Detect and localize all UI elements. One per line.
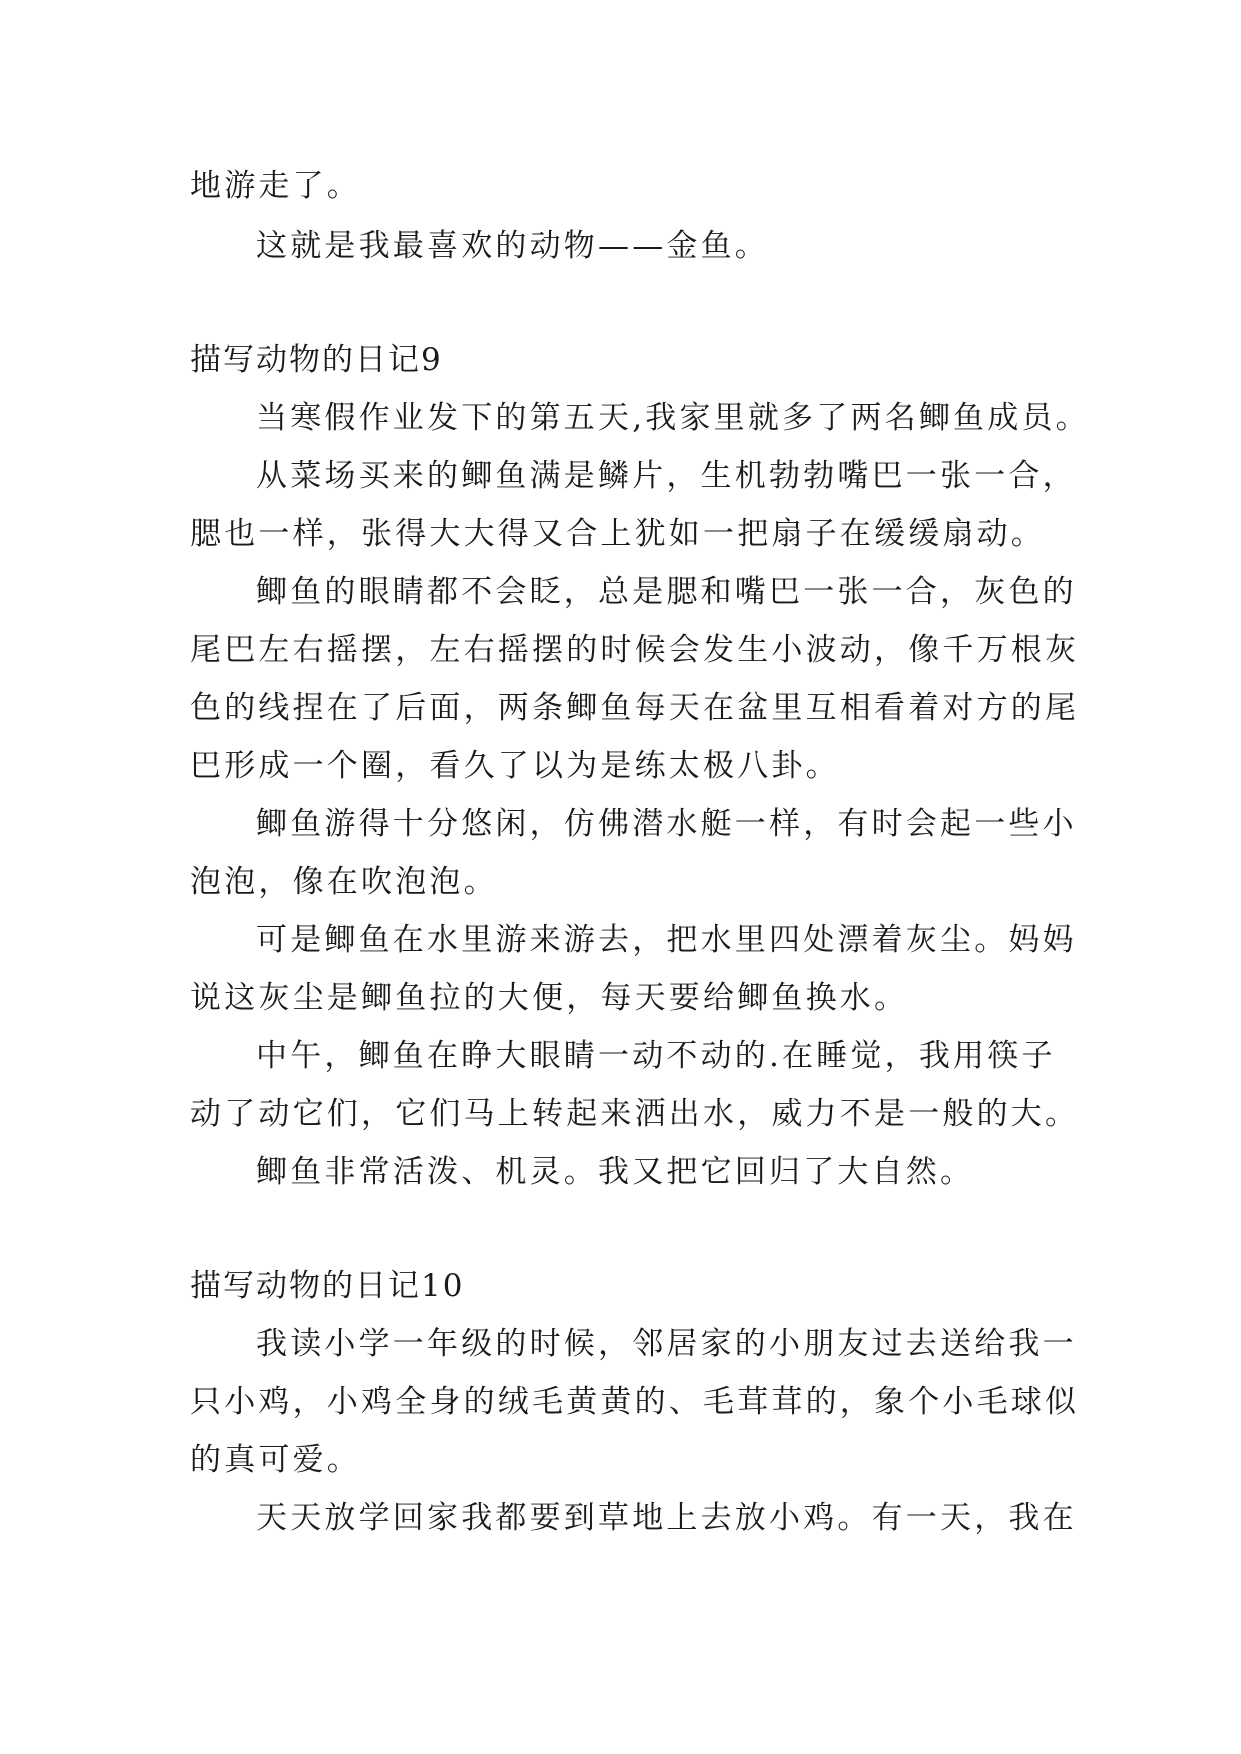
paragraph-line: 色的线捏在了后面，两条鲫鱼每天在盆里互相看着对方的尾 — [190, 690, 1080, 726]
paragraph-line: 腮也一样，张得大大得又合上犹如一把扇子在缓缓扇动。 — [190, 516, 1045, 552]
paragraph-line: 可是鲫鱼在水里游来游去，把水里四处漂着灰尘。妈妈 — [256, 922, 1077, 958]
paragraph-line: 巴形成一个圈，看久了以为是练太极八卦。 — [190, 748, 840, 784]
paragraph-line: 说这灰尘是鲫鱼拉的大便，每天要给鲫鱼换水。 — [190, 980, 909, 1016]
paragraph-line: 这就是我最喜欢的动物——金鱼。 — [256, 228, 769, 264]
paragraph-line: 只小鸡，小鸡全身的绒毛黄黄的、毛茸茸的，象个小毛球似 — [190, 1384, 1080, 1420]
paragraph-line: 鲫鱼的眼睛都不会眨，总是腮和嘴巴一张一合，灰色的 — [256, 574, 1077, 610]
paragraph-line: 的真可爱。 — [190, 1442, 361, 1478]
paragraph-line: 尾巴左右摇摆，左右摇摆的时候会发生小波动，像千万根灰 — [190, 632, 1080, 668]
paragraph-line: 鲫鱼游得十分悠闲，仿佛潜水艇一样，有时会起一些小 — [256, 806, 1077, 842]
paragraph-line: 地游走了。 — [190, 168, 361, 204]
paragraph-line: 中午，鲫鱼在睁大眼睛一动不动的.在睡觉，我用筷子 — [256, 1038, 1056, 1074]
paragraph-line: 从菜场买来的鲫鱼满是鳞片，生机勃勃嘴巴一张一合， — [256, 458, 1077, 494]
paragraph-line: 天天放学回家我都要到草地上去放小鸡。有一天，我在 — [256, 1500, 1077, 1536]
section-heading: 描写动物的日记9 — [190, 342, 443, 378]
paragraph-line: 泡泡，像在吹泡泡。 — [190, 864, 498, 900]
paragraph-line: 动了动它们，它们马上转起来洒出水，威力不是一般的大。 — [190, 1096, 1080, 1132]
paragraph-line: 我读小学一年级的时候，邻居家的小朋友过去送给我一 — [256, 1326, 1077, 1362]
paragraph-line: 当寒假作业发下的第五天,我家里就多了两名鲫鱼成员。 — [256, 400, 1090, 436]
section-heading: 描写动物的日记10 — [190, 1268, 465, 1304]
paragraph-line: 鲫鱼非常活泼、机灵。我又把它回归了大自然。 — [256, 1154, 975, 1190]
